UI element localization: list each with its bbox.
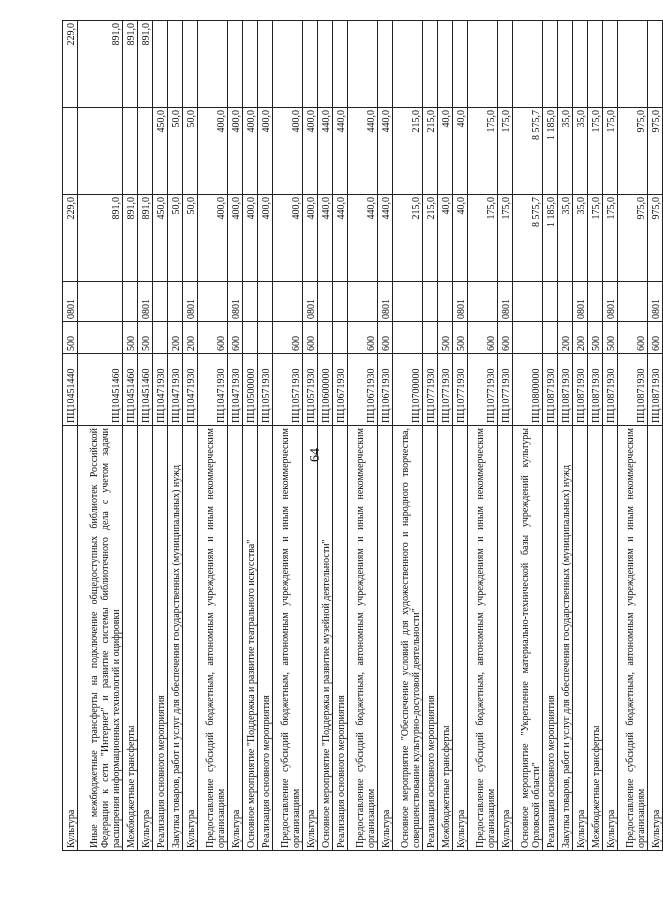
row-name-cell: Основное мероприятие "Поддержка и развитие театрального искусства" [243,426,258,851]
section-cell [168,282,183,322]
amount-own-funds-cell [78,108,123,195]
amount-transfers-cell: 891,0 [78,21,123,108]
target-article-cell: ПЦ10871930 [588,354,603,426]
amount-own-funds-cell: 175,0 [468,108,498,195]
target-article-cell: ПЦ10600000 [318,354,333,426]
target-article-cell: ПЦ10871930 [573,354,588,426]
expense-type-cell: 500 [123,322,138,354]
amount-own-funds-cell [138,108,153,195]
expense-type-cell [243,322,258,354]
amount-transfers-cell [588,21,603,108]
row-name-cell: Реализация основного мероприятия [153,426,168,851]
target-article-cell: ПЦ10500000 [243,354,258,426]
expense-type-cell: 500 [438,322,453,354]
table-row [438,21,453,851]
target-article-cell: ПЦ10771930 [438,354,453,426]
amount-total-cell: 400,0 [228,195,243,282]
section-cell [258,282,273,322]
expense-type-cell [78,322,123,354]
expense-type-cell: 600 [348,322,378,354]
amount-transfers-cell [183,21,198,108]
row-name-cell: Закупка товаров, работ и услуг для обеспечения государственных (муниципальных) нужд [168,426,183,851]
amount-own-funds-cell: 40,0 [438,108,453,195]
section-cell: 0801 [378,282,393,322]
amount-own-funds-cell: 975,0 [618,108,648,195]
section-cell [513,282,543,322]
section-cell [468,282,498,322]
amount-own-funds-cell: 40,0 [453,108,468,195]
target-article-cell: ПЦ10671930 [348,354,378,426]
section-cell: 0801 [648,282,663,322]
amount-total-cell: 40,0 [438,195,453,282]
table-row [348,21,378,851]
expense-type-cell: 600 [273,322,303,354]
amount-own-funds-cell [63,108,78,195]
amount-transfers-cell [573,21,588,108]
amount-total-cell: 1 185,0 [543,195,558,282]
section-cell [423,282,438,322]
amount-total-cell: 35,0 [573,195,588,282]
expense-type-cell: 600 [303,322,318,354]
amount-transfers-cell [618,21,648,108]
section-cell [348,282,378,322]
amount-own-funds-cell: 8 575,7 [513,108,543,195]
amount-transfers-cell [648,21,663,108]
table-row [603,21,618,851]
target-article-cell: ПЦ10571930 [303,354,318,426]
expense-type-cell: 600 [648,322,663,354]
amount-own-funds-cell: 50,0 [183,108,198,195]
row-name-cell: Межбюджетные трансферты [588,426,603,851]
amount-own-funds-cell: 400,0 [228,108,243,195]
amount-total-cell: 215,0 [393,195,423,282]
target-article-cell: ПЦ10771930 [498,354,513,426]
row-name-cell: Реализация основного мероприятия [423,426,438,851]
table-row [78,21,123,851]
amount-total-cell: 400,0 [258,195,273,282]
row-name-cell: Культура [183,426,198,851]
expense-type-cell: 600 [378,322,393,354]
amount-total-cell: 400,0 [243,195,258,282]
amount-transfers-cell [378,21,393,108]
expense-type-cell: 500 [603,322,618,354]
table-row [393,21,423,851]
expense-type-cell [423,322,438,354]
expense-type-cell [513,322,543,354]
section-cell [438,282,453,322]
amount-transfers-cell: 891,0 [123,21,138,108]
table-row [228,21,243,851]
target-article-cell: ПЦ10871930 [558,354,573,426]
amount-transfers-cell [243,21,258,108]
amount-own-funds-cell [123,108,138,195]
amount-total-cell: 50,0 [183,195,198,282]
table-row [513,21,543,851]
target-article-cell: ПЦ10471930 [198,354,228,426]
target-article-cell: ПЦ10871930 [603,354,618,426]
target-article-cell: ПЦ10471930 [168,354,183,426]
row-name-cell: Межбюджетные трансферты [123,426,138,851]
budget-table-body [63,21,663,851]
section-cell [198,282,228,322]
amount-total-cell: 175,0 [588,195,603,282]
amount-total-cell: 975,0 [618,195,648,282]
section-cell [123,282,138,322]
amount-transfers-cell [513,21,543,108]
target-article-cell: ПЦ10451460 [123,354,138,426]
target-article-cell: ПЦ10671930 [378,354,393,426]
section-cell: 0801 [228,282,243,322]
target-article-cell: ПЦ10451460 [138,354,153,426]
expense-type-cell [543,322,558,354]
amount-transfers-cell [468,21,498,108]
budget-table [62,20,663,851]
amount-own-funds-cell: 400,0 [273,108,303,195]
row-name-cell: Основное мероприятие "Укрепление материально-технической базы учреждений культуры Орловской области" [513,426,543,851]
amount-transfers-cell [333,21,348,108]
section-cell [273,282,303,322]
table-row [453,21,468,851]
target-article-cell: ПЦ10871930 [543,354,558,426]
table-row [648,21,663,851]
amount-total-cell: 400,0 [198,195,228,282]
row-name-cell: Предоставление субсидий бюджетным, автономным учреждениям и иным некоммерческим организациям [618,426,648,851]
expense-type-cell: 600 [198,322,228,354]
section-cell [318,282,333,322]
amount-transfers-cell: 229,0 [63,21,78,108]
amount-transfers-cell [303,21,318,108]
target-article-cell: ПЦ10451460 [78,354,123,426]
target-article-cell: ПЦ10471930 [228,354,243,426]
amount-own-funds-cell: 175,0 [588,108,603,195]
expense-type-cell: 200 [183,322,198,354]
amount-own-funds-cell: 400,0 [258,108,273,195]
amount-own-funds-cell: 975,0 [648,108,663,195]
row-name-cell: Реализация основного мероприятия [333,426,348,851]
amount-own-funds-cell: 50,0 [168,108,183,195]
table-row [138,21,153,851]
amount-transfers-cell [558,21,573,108]
amount-own-funds-cell: 175,0 [603,108,618,195]
target-article-cell: ПЦ10800000 [513,354,543,426]
expense-type-cell: 200 [573,322,588,354]
section-cell: 0801 [138,282,153,322]
section-cell [543,282,558,322]
row-name-cell: Закупка товаров, работ и услуг для обеспечения государственных (муниципальных) нужд [558,426,573,851]
row-name-cell: Реализация основного мероприятия [543,426,558,851]
amount-transfers-cell [318,21,333,108]
amount-own-funds-cell: 400,0 [243,108,258,195]
amount-total-cell: 400,0 [273,195,303,282]
target-article-cell: ПЦ10771930 [468,354,498,426]
amount-total-cell: 440,0 [318,195,333,282]
amount-total-cell: 440,0 [333,195,348,282]
section-cell [558,282,573,322]
section-cell: 0801 [303,282,318,322]
amount-own-funds-cell: 35,0 [573,108,588,195]
section-cell: 0801 [63,282,78,322]
amount-transfers-cell [498,21,513,108]
amount-transfers-cell [258,21,273,108]
table-row [378,21,393,851]
row-name-cell: Предоставление субсидий бюджетным, автономным учреждениям и иным некоммерческим организациям [468,426,498,851]
table-row [273,21,303,851]
amount-total-cell: 175,0 [498,195,513,282]
section-cell [153,282,168,322]
table-row [183,21,198,851]
section-cell: 0801 [573,282,588,322]
amount-own-funds-cell: 400,0 [303,108,318,195]
row-name-cell: Культура [378,426,393,851]
expense-type-cell: 200 [168,322,183,354]
table-row [198,21,228,851]
target-article-cell: ПЦ10771930 [453,354,468,426]
expense-type-cell [318,322,333,354]
target-article-cell: ПЦ10671930 [333,354,348,426]
row-name-cell: Культура [498,426,513,851]
table-row [618,21,648,851]
amount-transfers-cell [438,21,453,108]
table-row [333,21,348,851]
table-row [168,21,183,851]
amount-transfers-cell: 891,0 [138,21,153,108]
amount-total-cell: 450,0 [153,195,168,282]
section-cell [243,282,258,322]
table-row [423,21,438,851]
target-article-cell: ПЦ10871930 [618,354,648,426]
amount-own-funds-cell: 450,0 [153,108,168,195]
table-row [573,21,588,851]
row-name-cell: Культура [453,426,468,851]
amount-total-cell: 50,0 [168,195,183,282]
target-article-cell: ПЦ10471930 [153,354,168,426]
row-name-cell: Культура [63,426,78,851]
table-row [303,21,318,851]
target-article-cell: ПЦ10871930 [648,354,663,426]
section-cell: 0801 [498,282,513,322]
amount-transfers-cell [603,21,618,108]
amount-own-funds-cell: 1 185,0 [543,108,558,195]
amount-own-funds-cell: 400,0 [198,108,228,195]
page-number: 64 [308,448,323,462]
amount-transfers-cell [453,21,468,108]
amount-own-funds-cell: 440,0 [378,108,393,195]
expense-type-cell: 500 [63,322,78,354]
row-name-cell: Иные межбюджетные трансферты на подключение общедоступных библиотек Российской Федерации к сети "Интернет" и развитие системы библиотечного дела с учетом задачи расширения информационных технологий и оцифровки [78,426,123,851]
section-cell [618,282,648,322]
table-row [588,21,603,851]
budget-table-rotated [62,21,662,851]
row-name-cell: Предоставление субсидий бюджетным, автономным учреждениям и иным некоммерческим организациям [348,426,378,851]
table-row [153,21,168,851]
amount-own-funds-cell: 440,0 [348,108,378,195]
amount-total-cell: 175,0 [468,195,498,282]
amount-total-cell: 400,0 [303,195,318,282]
table-row [243,21,258,851]
section-cell [393,282,423,322]
amount-own-funds-cell: 175,0 [498,108,513,195]
amount-total-cell: 229,0 [63,195,78,282]
amount-transfers-cell [543,21,558,108]
row-name-cell: Предоставление субсидий бюджетным, автономным учреждениям и иным некоммерческим организациям [198,426,228,851]
expense-type-cell: 600 [228,322,243,354]
amount-transfers-cell [198,21,228,108]
expense-type-cell: 600 [618,322,648,354]
section-cell [588,282,603,322]
target-article-cell: ПЦ10451440 [63,354,78,426]
expense-type-cell: 500 [138,322,153,354]
amount-transfers-cell [423,21,438,108]
amount-total-cell: 215,0 [423,195,438,282]
section-cell: 0801 [183,282,198,322]
expense-type-cell: 500 [453,322,468,354]
amount-transfers-cell [393,21,423,108]
section-cell: 0801 [603,282,618,322]
amount-transfers-cell [168,21,183,108]
row-name-cell: Межбюджетные трансферты [438,426,453,851]
target-article-cell: ПЦ10571930 [273,354,303,426]
row-name-cell: Основное мероприятие "Поддержка и развитие музейной деятельности" [318,426,333,851]
expense-type-cell: 600 [468,322,498,354]
amount-total-cell: 8 575,7 [513,195,543,282]
row-name-cell: Культура [603,426,618,851]
amount-total-cell: 35,0 [558,195,573,282]
table-row [498,21,513,851]
section-cell: 0801 [453,282,468,322]
section-cell [333,282,348,322]
amount-total-cell: 891,0 [138,195,153,282]
amount-transfers-cell [273,21,303,108]
amount-total-cell: 891,0 [123,195,138,282]
row-name-cell: Культура [138,426,153,851]
target-article-cell: ПЦ10771930 [423,354,438,426]
amount-own-funds-cell: 440,0 [333,108,348,195]
amount-total-cell: 891,0 [78,195,123,282]
amount-own-funds-cell: 215,0 [423,108,438,195]
target-article-cell: ПЦ10700000 [393,354,423,426]
amount-total-cell: 175,0 [603,195,618,282]
table-row [258,21,273,851]
target-article-cell: ПЦ10571930 [258,354,273,426]
expense-type-cell [153,322,168,354]
amount-own-funds-cell: 215,0 [393,108,423,195]
row-name-cell: Предоставление субсидий бюджетным, автономным учреждениям и иным некоммерческим организациям [273,426,303,851]
table-row [558,21,573,851]
expense-type-cell [258,322,273,354]
amount-total-cell: 440,0 [348,195,378,282]
amount-transfers-cell [228,21,243,108]
table-row [543,21,558,851]
table-row [468,21,498,851]
amount-total-cell: 440,0 [378,195,393,282]
table-row [318,21,333,851]
table-row [63,21,78,851]
amount-transfers-cell [153,21,168,108]
row-name-cell: Культура [573,426,588,851]
expense-type-cell: 500 [588,322,603,354]
expense-type-cell: 600 [498,322,513,354]
section-cell [78,282,123,322]
amount-transfers-cell [348,21,378,108]
expense-type-cell [393,322,423,354]
row-name-cell: Культура [228,426,243,851]
amount-total-cell: 40,0 [453,195,468,282]
amount-own-funds-cell: 440,0 [318,108,333,195]
table-row [123,21,138,851]
row-name-cell: Культура [303,426,318,851]
amount-total-cell: 975,0 [648,195,663,282]
expense-type-cell: 200 [558,322,573,354]
row-name-cell: Основное мероприятие "Обеспечение условий для художественного и народного творчества, совершенствование культурно-досуговой деятельности" [393,426,423,851]
target-article-cell: ПЦ10471930 [183,354,198,426]
expense-type-cell [333,322,348,354]
amount-own-funds-cell: 35,0 [558,108,573,195]
row-name-cell: Культура [648,426,663,851]
row-name-cell: Реализация основного мероприятия [258,426,273,851]
